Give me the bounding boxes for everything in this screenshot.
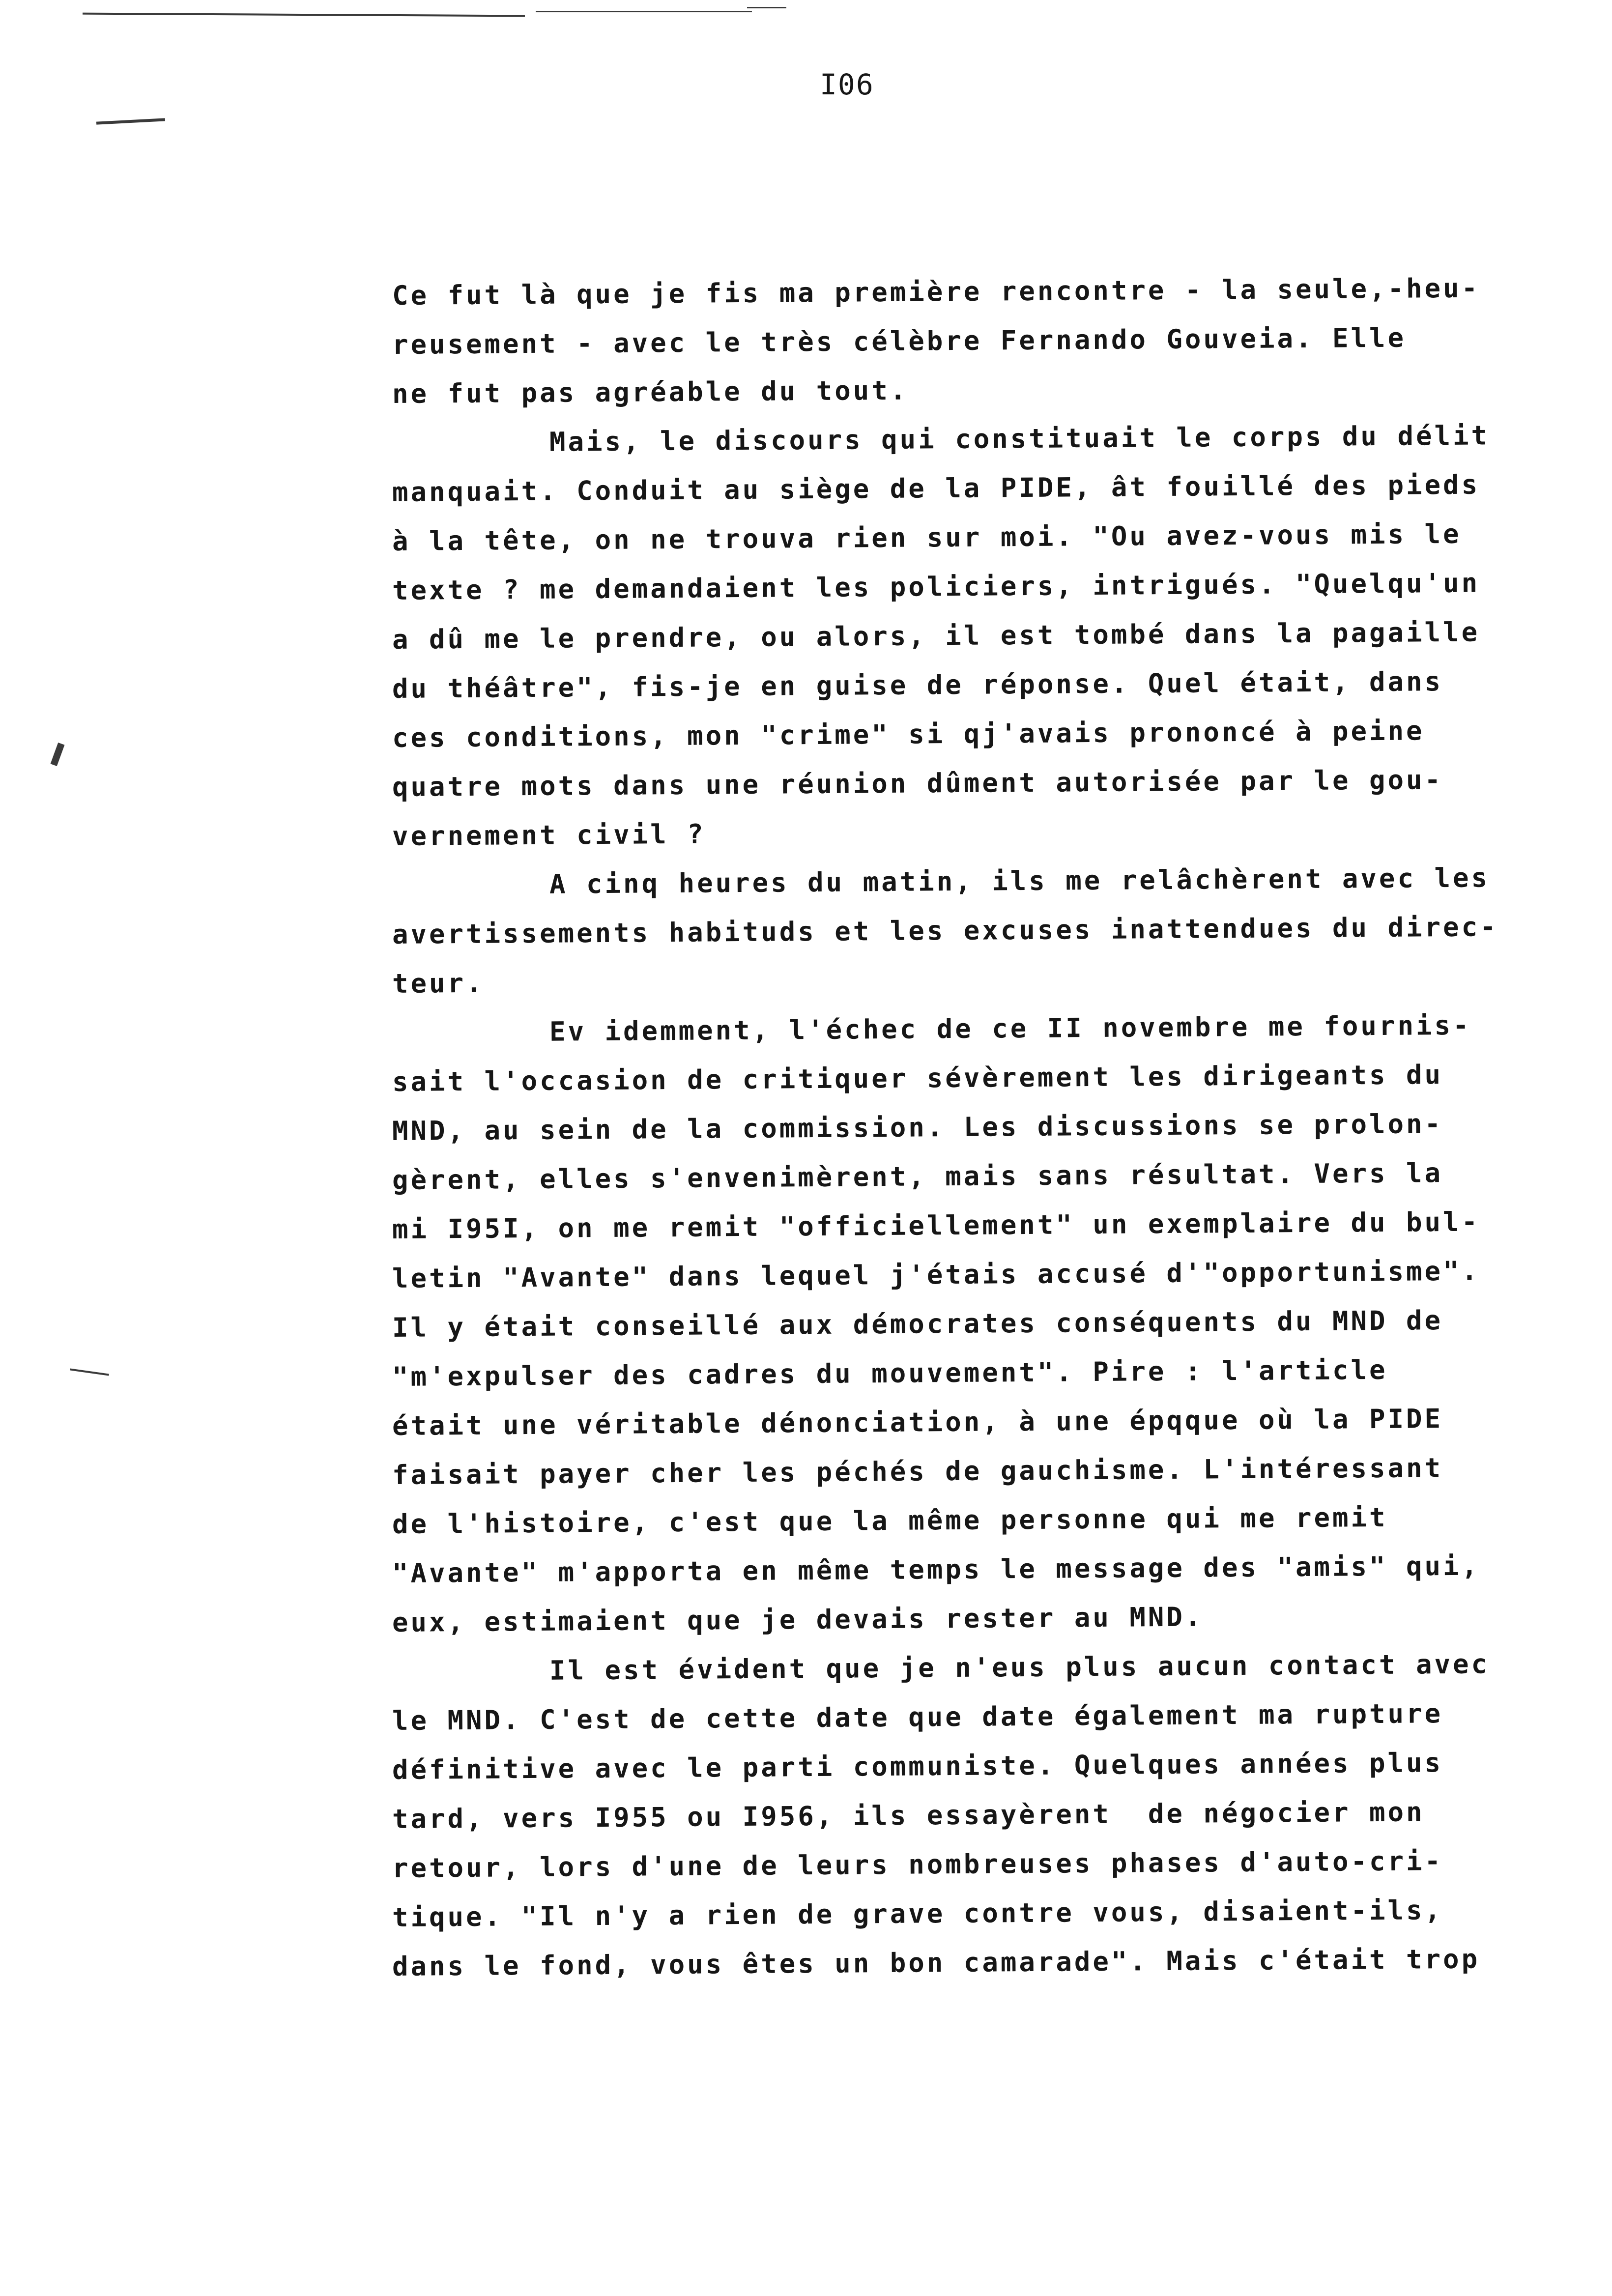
text-line: manquait. Conduit au siège de la PIDE, ât fouillé des pieds [392,469,1480,508]
text-line: faisait payer cher les péchés de gauchisme. L'intéressant [392,1452,1443,1491]
scan-rule-right [536,11,752,12]
body-text [392,271,1582,1991]
scan-rule-short [747,7,786,8]
text-line: tique. "Il n'y a rien de grave contre vous, disaient-ils, [392,1894,1443,1933]
text-line: a dû me le prendre, ou alors, il est tombé dans la pagaille [392,616,1480,655]
page-number: I06 [820,68,874,101]
text-line: quatre mots dans une réunion dûment autorisée par le gou- [392,764,1443,803]
text-line: de l'histoire, c'est que la même personne qui me remit [392,1501,1388,1540]
scan-tick-margin [51,743,65,766]
text-line: Ce fut là que je fis ma première rencontre - la seule,-heu- [392,272,1480,311]
text-line: letin "Avante" dans lequel j'étais accusé d'"opportunisme". [392,1255,1480,1294]
text-line: tard, vers I955 ou I956, ils essayèrent de négocier mon [392,1796,1425,1835]
text-line: teur. [392,967,485,999]
text-line: avertissements habituds et les excuses inattendues du direc- [392,911,1498,950]
text-line: ces conditions, mon "crime" si qj'avais prononcé à peine [392,715,1425,753]
text-line: MND, au sein de la commission. Les discussions se prolon- [392,1108,1443,1147]
text-line: texte ? me demandaient les policiers, intrigués. "Quelqu'un [392,567,1480,606]
text-line: retour, lors d'une de leurs nombreuses phases d'auto-cri- [392,1845,1443,1884]
text-line: vernement civil ? [392,818,706,852]
text-line: eux, estimaient que je devais rester au MND. [392,1601,1204,1638]
scan-dash-margin [70,1368,109,1376]
scan-rule-left [83,13,525,17]
text-line: dans le fond, vous êtes un bon camarade". Mais c'était trop [392,1943,1480,1982]
text-line: Il y était conseillé aux démocrates conséquents du MND de [392,1305,1443,1343]
text-line: Mais, le discours qui constituait le corps du délit [549,420,1490,458]
text-line: "m'expulser des cadres du mouvement". Pire : l'article [392,1354,1388,1392]
text-line: A cinq heures du matin, ils me relâchèrent avec les [549,862,1490,900]
text-line: "Avante" m'apporta en même temps le message des "amis" qui, [392,1550,1480,1589]
text-line: sait l'occasion de critiquer sévèrement les dirigeants du [392,1059,1443,1097]
text-line: à la tête, on ne trouva rien sur moi. "Ou avez-vous mis le [392,518,1462,557]
text-line: gèrent, elles s'envenimèrent, mais sans résultat. Vers la [392,1157,1443,1196]
text-line: mi I95I, on me remit "officiellement" un exemplaire du bul- [392,1206,1480,1245]
scan-tick-left [96,118,165,124]
text-line: définitive avec le parti communiste. Quelques années plus [392,1747,1443,1785]
text-line: Il est évident que je n'eus plus aucun contact avec [549,1648,1490,1686]
text-line: reusement - avec le très célèbre Fernando Gouveia. Elle [392,322,1407,360]
text-line: Ev idemment, l'échec de ce II novembre me fournis- [549,1009,1471,1047]
text-line: ne fut pas agréable du tout. [392,374,909,409]
text-line: du théâtre", fis-je en guise de réponse. Quel était, dans [392,666,1443,704]
text-line: était une véritable dénonciation, à une épqque où la PIDE [392,1403,1443,1441]
text-line: le MND. C'est de cette date que date également ma rupture [392,1698,1443,1736]
